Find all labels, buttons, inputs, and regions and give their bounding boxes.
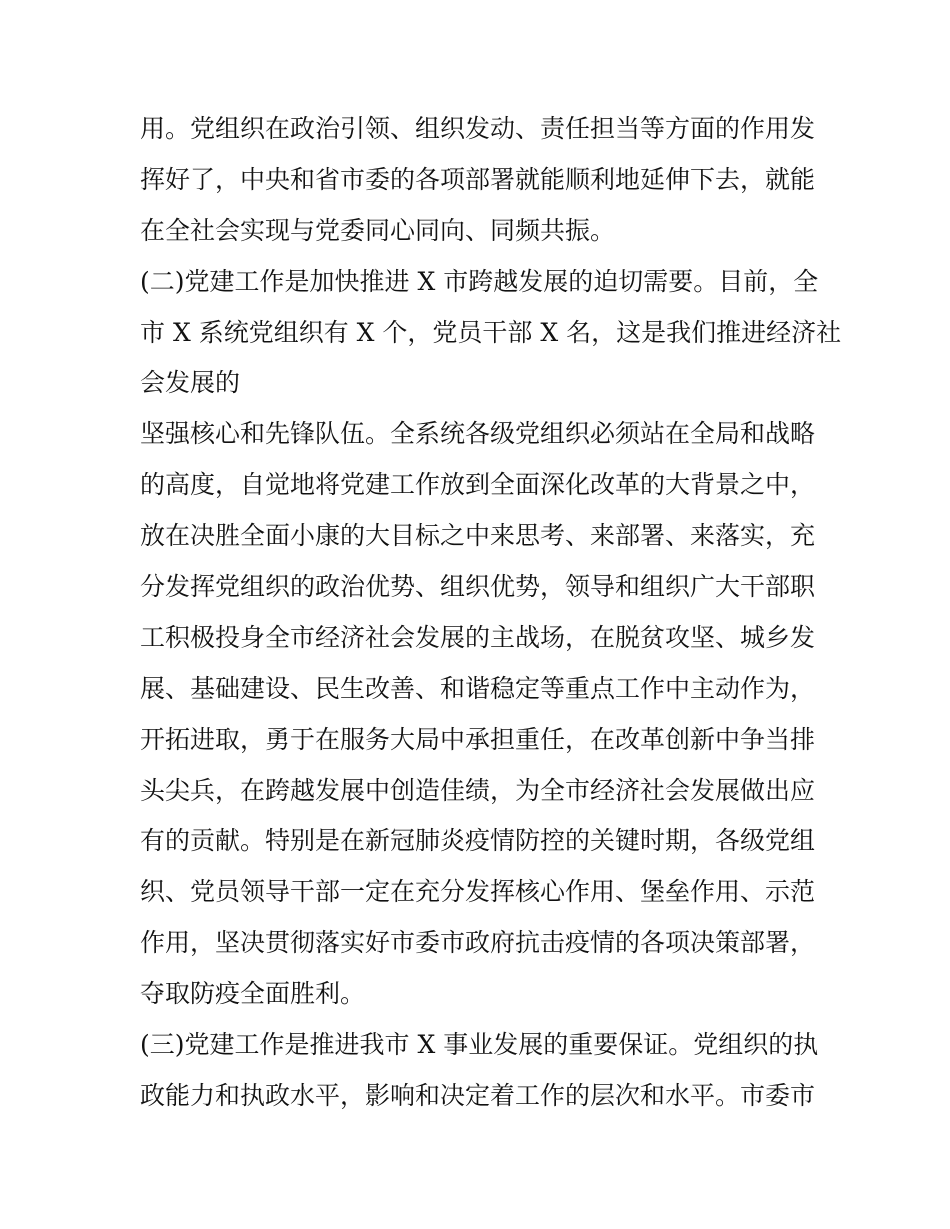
body-text <box>140 104 842 1122</box>
text-line: (三)党建工作是推进我市 X 事业发展的重要保证。党组织的执 <box>140 1030 819 1060</box>
text-line: 织、党员领导干部一定在充分发挥核心作用、堡垒作用、示范 <box>140 877 816 907</box>
text-line: 工积极投身全市经济社会发展的主战场，在脱贫攻坚、城乡发 <box>140 622 816 652</box>
text-line: 放在决胜全面小康的大目标之中来思考、来部署、来落实，充 <box>140 521 816 551</box>
text-line: 开拓进取，勇于在服务大局中承担重任，在改革创新中争当排 <box>140 724 816 754</box>
text-line: 在全社会实现与党委同心同向、同频共振。 <box>140 215 616 245</box>
text-line: 分发挥党组织的政治优势、组织优势，领导和组织广大干部职 <box>140 572 816 602</box>
text-line: 作用，坚决贯彻落实好市委市政府抗击疫情的各项决策部署， <box>140 928 816 958</box>
text-line: 市 X 系统党组织有 X 个，党员干部 X 名，这是我们推进经济社 <box>140 317 842 347</box>
text-line: 会发展的 <box>140 368 241 398</box>
text-line: 用。党组织在政治引领、组织发动、责任担当等方面的作用发 <box>140 114 816 143</box>
text-line: 政能力和执政水平，影响和决定着工作的层次和水平。市委市 <box>140 1080 816 1110</box>
text-line: 坚强核心和先锋队伍。全系统各级党组织必须站在全局和战略 <box>140 419 816 449</box>
text-line: (二)党建工作是加快推进 X 市跨越发展的迫切需要。目前，全 <box>140 266 819 296</box>
text-line: 展、基础建设、民生改善、和谐稳定等重点工作中主动作为， <box>140 673 816 703</box>
text-line: 有的贡献。特别是在新冠肺炎疫情防控的关键时期，各级党组 <box>140 826 816 856</box>
text-line: 头尖兵，在跨越发展中创造佳绩，为全市经济社会发展做出应 <box>140 775 816 805</box>
text-line: 夺取防疫全面胜利。 <box>140 979 366 1009</box>
text-line: 挥好了，中央和省市委的各项部署就能顺利地延伸下去，就能 <box>140 164 816 194</box>
text-line: 的高度，自觉地将党建工作放到全面深化改革的大背景之中， <box>140 470 816 500</box>
